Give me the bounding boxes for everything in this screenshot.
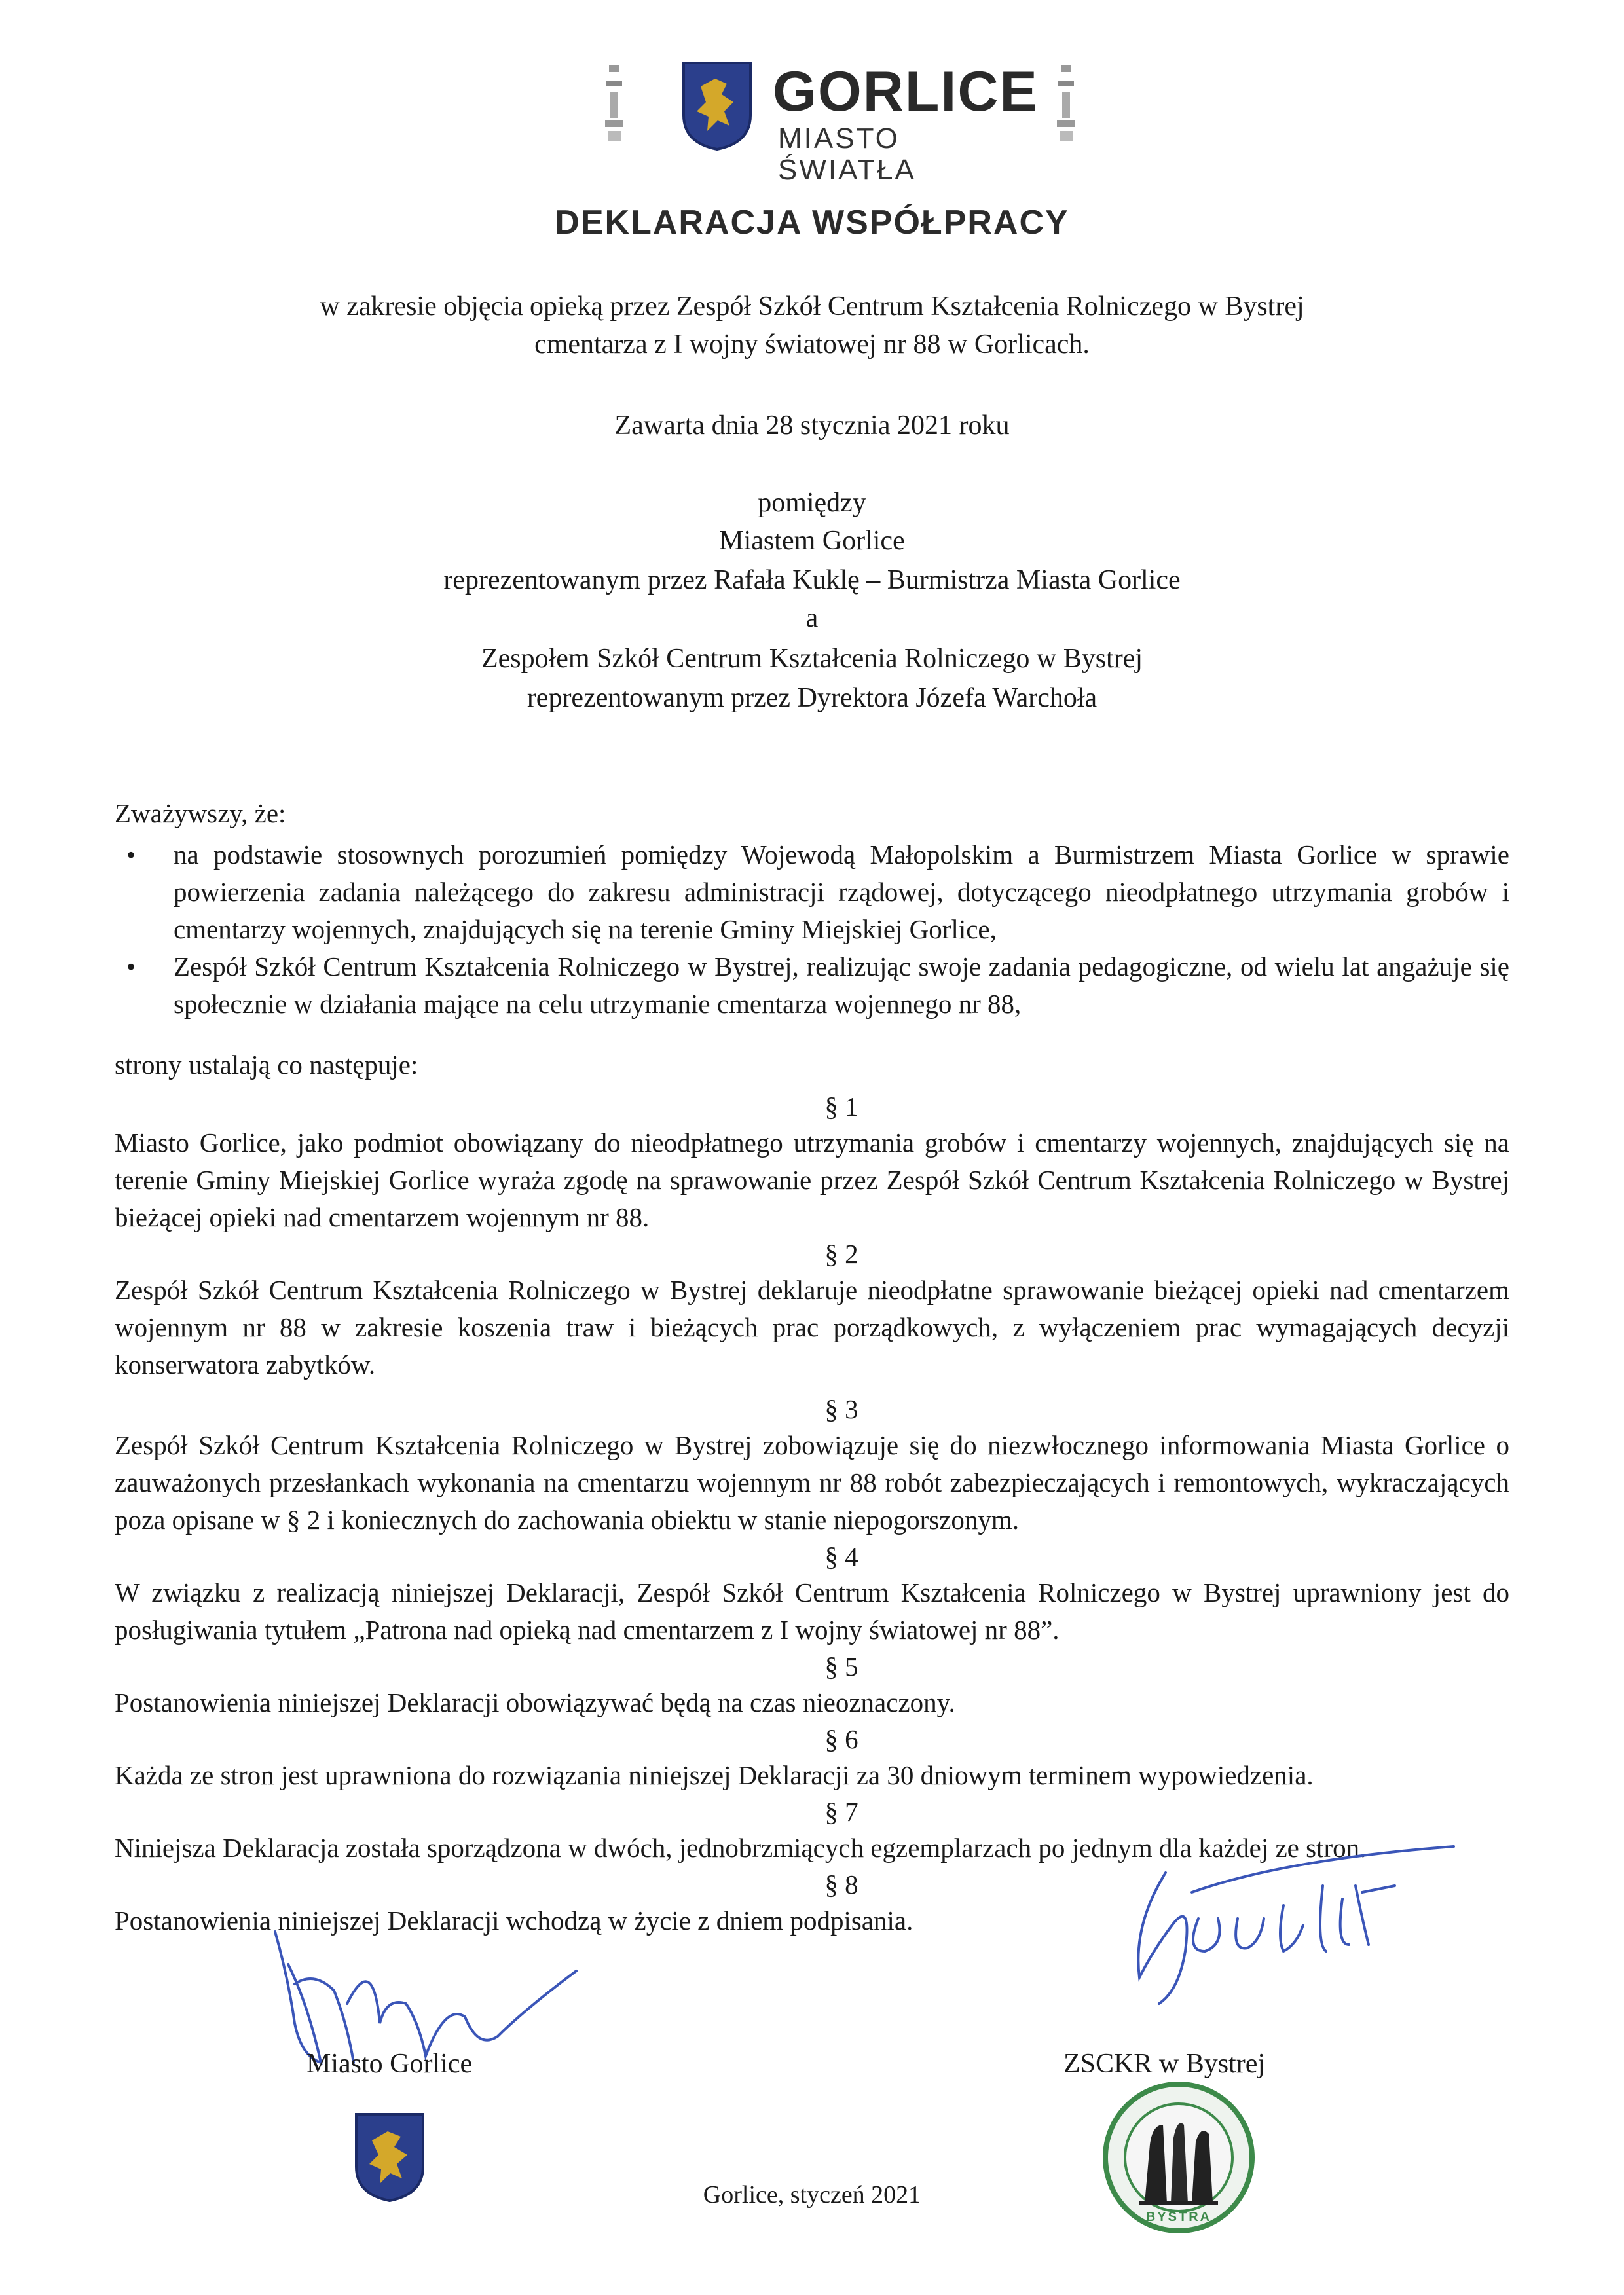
paragraph-text: Każda ze stron jest uprawniona do rozwiązania niniejszej Deklaracji za 30 dniowym terminem wypowiedzenia. <box>115 1760 1314 1790</box>
gorlice-logo <box>681 60 1039 186</box>
stamp-text: BYSTRA <box>1145 2210 1212 2224</box>
signature-right <box>1087 1846 1480 2056</box>
parties-and: a <box>805 603 819 633</box>
paragraph-text: Zespół Szkół Centrum Kształcenia Rolniczego w Bystrej zobowiązuje się do niezwłocznego informowania Miasta Gorlice o zauważonych przesłankach wykonania na cmentarzu wojennym nr 88 robót zabezpieczających i remontowych, wykraczających poza opisane w § 2 i koniecznych do zachowania obiektu w stanie niepogorszonym. <box>115 1430 1509 1535</box>
paragraph-number: § 8 <box>824 1869 858 1900</box>
whereas-intro: Zważywszy, że: <box>115 798 286 828</box>
parties-between: pomiędzy <box>758 488 866 518</box>
logo-title: GORLICE <box>773 60 1039 123</box>
list-item <box>115 836 1509 948</box>
signature-label-right: ZSCKR w Bystrej <box>1063 2049 1266 2079</box>
paragraph-number: § 4 <box>824 1541 858 1571</box>
whereas-section <box>115 795 1509 1023</box>
party-city: Miastem Gorlice <box>719 526 905 556</box>
party-city-representative: reprezentowanym przez Rafała Kuklę – Burmistrza Miasta Gorlice <box>443 565 1181 595</box>
agreement-section <box>115 1046 1509 1939</box>
paragraph-text: W związku z realizacją niniejszej Deklaracji, Zespół Szkół Centrum Kształcenia Rolniczego w Bystrej uprawniony jest do posługiwania tytułem „Patrona nad opieką nad cmentarzem z I wojny światowej nr 88”. <box>115 1577 1509 1645</box>
paragraph-number: § 6 <box>824 1724 858 1754</box>
bullet-text: na podstawie stosownych porozumień pomiędzy Wojewodą Małopolskim a Burmistrzem Miasta Gorlice w sprawie powierzenia zadania należącego do zakresu administracji rządowej, dotyczącego nieodpłatnego utrzymania grobów i cmentarzy wojennych, znajdujących się na terenie Gminy Miejskiej Gorlice, <box>174 839 1509 944</box>
bullet-icon: • <box>126 840 136 870</box>
coat-of-arms-icon <box>681 60 753 152</box>
footer-place-date: Gorlice, styczeń 2021 <box>703 2181 921 2209</box>
document-title: DEKLARACJA WSPÓŁPRACY <box>555 204 1069 242</box>
signature-label-left: Miasto Gorlice <box>306 2049 473 2079</box>
party-school-representative: reprezentowanym przez Dyrektora Józefa Warchoła <box>526 683 1098 713</box>
paragraph-text: Zespół Szkół Centrum Kształcenia Rolniczego w Bystrej deklaruje nieodpłatne sprawowanie bieżącej opieki nad cmentarzem wojennym nr 88 w zakresie koszenia traw i bieżących prac porządkowych, z wyłączeniem prac wymagających decyzji konserwatora zabytków. <box>115 1275 1509 1380</box>
date-line: Zawarta dnia 28 stycznia 2021 roku <box>614 411 1010 441</box>
paragraph-number: § 1 <box>824 1092 858 1122</box>
subject-line-1: w zakresie objęcia opieką przez Zespół Szkół Centrum Kształcenia Rolniczego w Bystrej <box>320 291 1304 321</box>
subject-line-2: cmentarza z I wojny światowej nr 88 w Gorlicach. <box>534 329 1090 359</box>
paragraph-number: § 7 <box>824 1797 858 1827</box>
paragraph-number: § 5 <box>824 1651 858 1681</box>
list-item <box>115 948 1509 1023</box>
paragraph-text: Postanowienia niniejszej Deklaracji wchodzą w życie z dniem podpisania. <box>115 1905 913 1936</box>
paragraph-number: § 3 <box>824 1394 858 1424</box>
bullet-text: Zespół Szkół Centrum Kształcenia Rolniczego w Bystrej, realizując swoje zadania pedagogiczne, od wielu lat angażuje się społecznie w działania mające na celu utrzymanie cmentarza wojennego nr 88, <box>174 951 1509 1019</box>
party-school: Zespołem Szkół Centrum Kształcenia Rolniczego w Bystrej <box>481 644 1143 674</box>
paragraph-number: § 2 <box>824 1239 858 1269</box>
tower-icon-left <box>601 65 627 144</box>
paragraph-text: Postanowienia niniejszej Deklaracji obowiązywać będą na czas nieoznaczony. <box>115 1687 955 1717</box>
whereas-list <box>115 836 1509 1023</box>
school-stamp <box>1100 2079 1257 2236</box>
paragraph-text: Niniejsza Deklaracja została sporządzona w dwóch, jednobrzmiących egzemplarzach po jednym dla każdej ze stron. <box>115 1833 1367 1863</box>
header-logo <box>0 0 1624 186</box>
paragraph-text: Miasto Gorlice, jako podmiot obowiązany do nieodpłatnego utrzymania grobów i cmentarzy wojennych, znajdujących się na terenie Gminy Miejskiej Gorlice wyraża zgodę na sprawowanie przez Zespół Szkół Centrum Kształcenia Rolniczego w Bystrej bieżącej opieki nad cmentarzem wojennym nr 88. <box>115 1128 1509 1232</box>
bullet-icon: • <box>126 952 136 982</box>
tower-icon-right <box>1053 65 1079 144</box>
logo-subtitle: MIASTO ŚWIATŁA <box>778 122 916 186</box>
agreement-intro: strony ustalają co następuje: <box>115 1050 418 1080</box>
